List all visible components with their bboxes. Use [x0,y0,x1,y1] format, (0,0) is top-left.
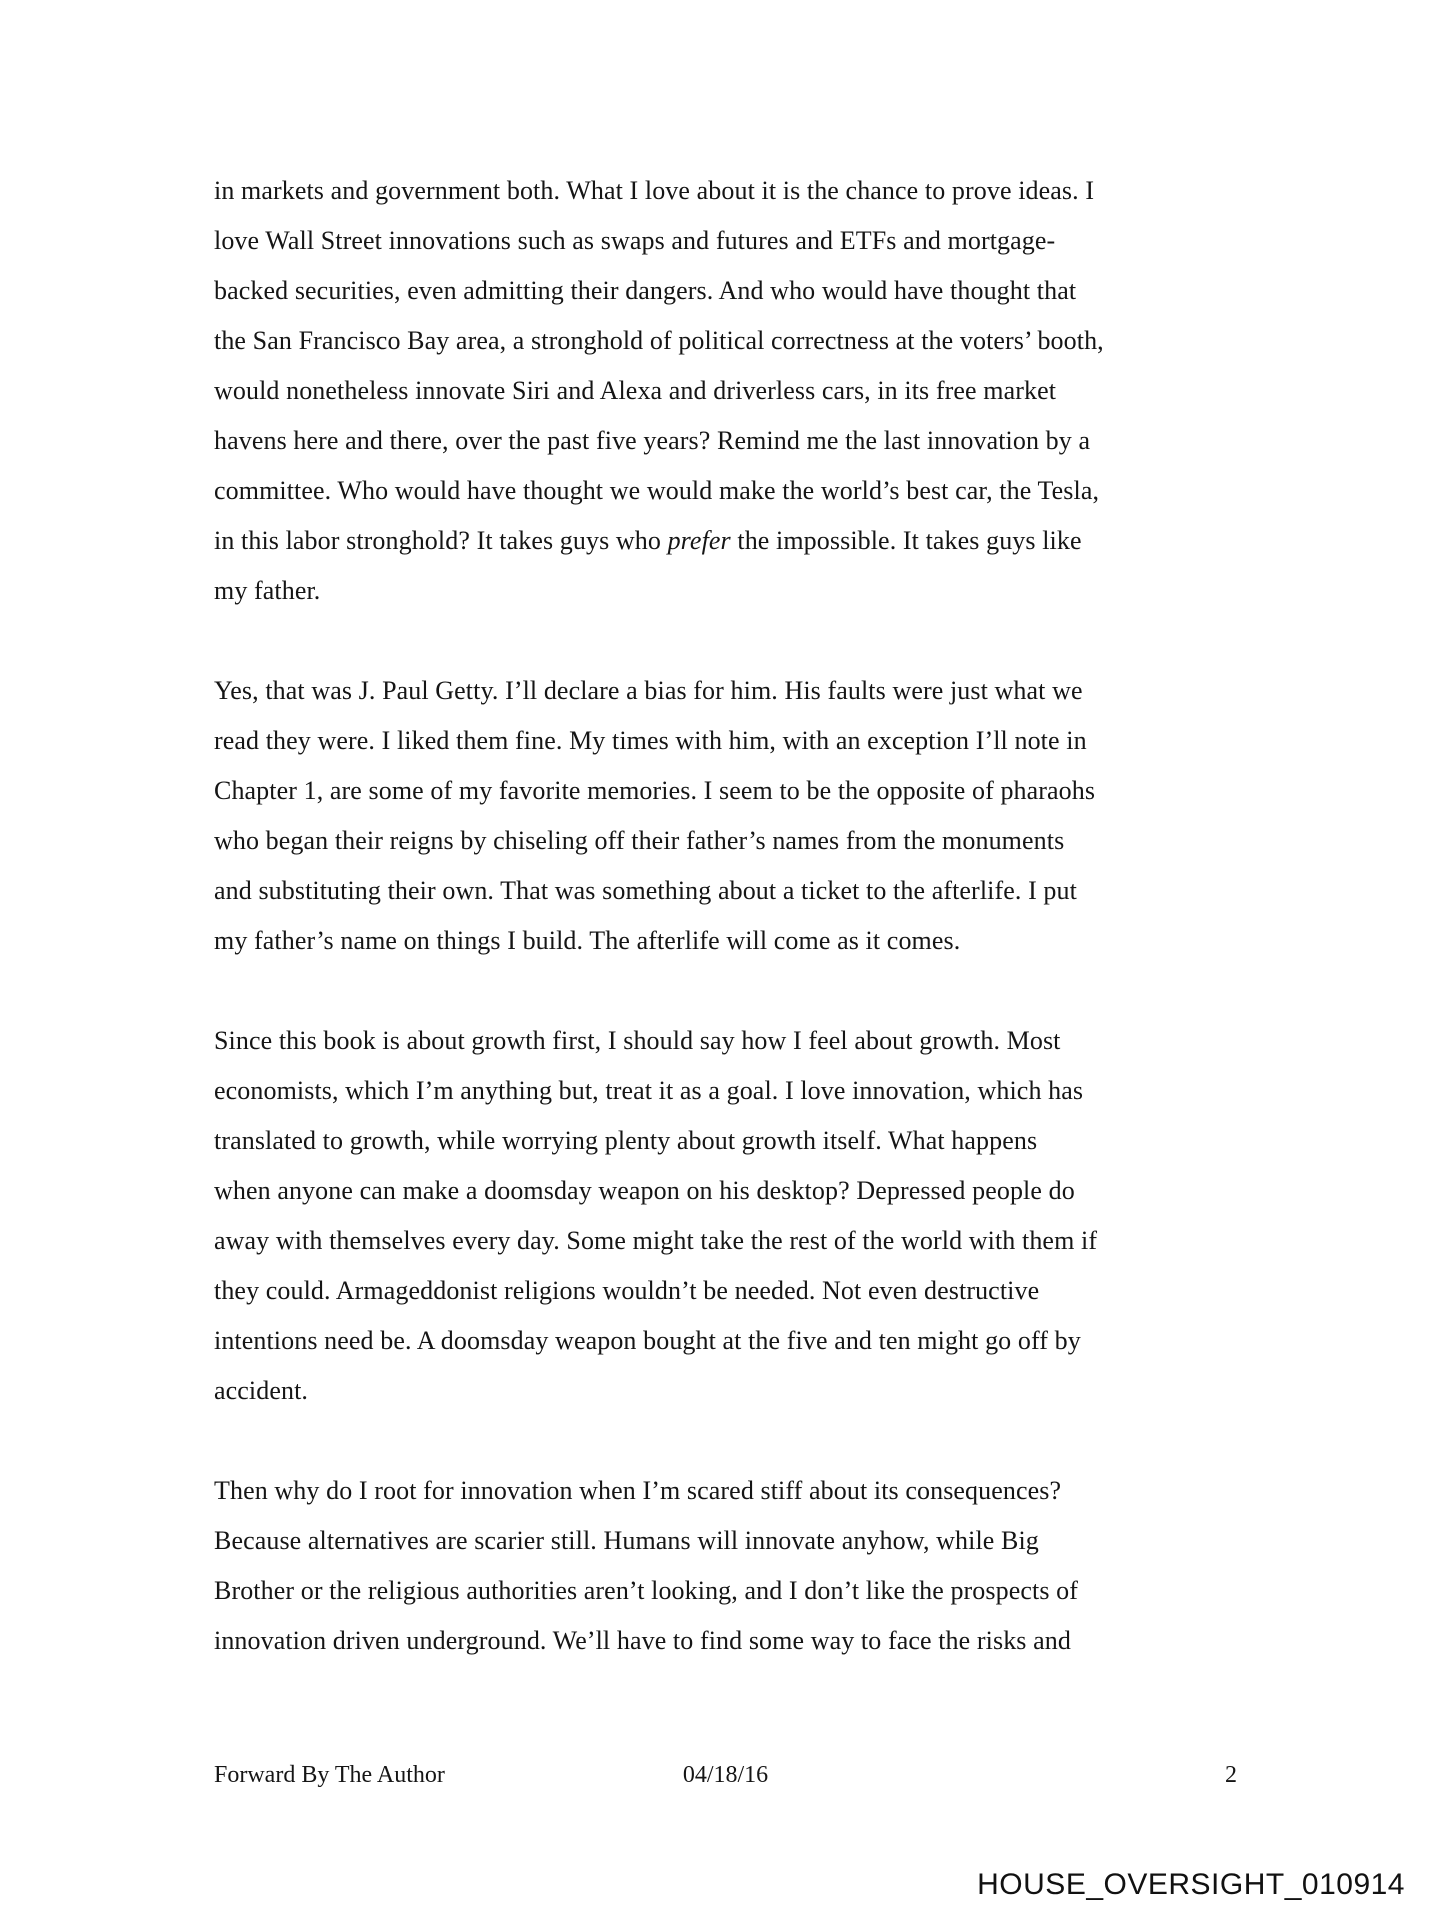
text-segment: Yes, that was J. Paul Getty. I’ll declare a bias for him. His faults were just what we [214,676,1083,705]
text-line [214,416,1254,466]
text-line [214,866,1254,916]
text-segment: love Wall Street innovations such as swaps and futures and ETFs and mortgage- [214,226,1056,255]
text-segment: away with themselves every day. Some might take the rest of the world with them if [214,1226,1098,1255]
text-line [214,316,1254,366]
text-line [214,1616,1254,1666]
paragraph [214,1466,1254,1666]
text-line [214,766,1254,816]
text-segment: in markets and government both. What I love about it is the chance to prove ideas. I [214,176,1095,205]
paragraph [214,1016,1254,1416]
text-line [214,916,1254,966]
text-segment: committee. Who would have thought we would make the world’s best car, the Tesla, [214,476,1100,505]
footer-date: 04/18/16 [682,1762,769,1788]
text-segment: in this labor stronghold? It takes guys who [214,526,668,555]
text-line [214,1066,1254,1116]
text-line [214,1466,1254,1516]
text-line [214,1316,1254,1366]
text-line [214,566,1254,616]
text-segment: and substituting their own. That was something about a ticket to the afterlife. I put [214,876,1077,905]
text-segment: Since this book is about growth first, I should say how I feel about growth. Most [214,1026,1061,1055]
text-segment: Chapter 1, are some of my favorite memories. I seem to be the opposite of pharaohs [214,776,1096,805]
text-segment: they could. Armageddonist religions wouldn’t be needed. Not even destructive [214,1276,1040,1305]
text-segment: translated to growth, while worrying plenty about growth itself. What happens [214,1126,1038,1155]
text-line [214,1016,1254,1066]
text-line [214,366,1254,416]
text-line [214,516,1254,566]
text-line [214,716,1254,766]
text-line [214,1516,1254,1566]
text-line [214,1266,1254,1316]
text-segment: havens here and there, over the past five years? Remind me the last innovation by a [214,426,1091,455]
text-line [214,816,1254,866]
text-segment: my father’s name on things I build. The afterlife will come as it comes. [214,926,961,955]
text-line [214,1366,1254,1416]
text-line [214,166,1254,216]
text-segment: economists, which I’m anything but, treat it as a goal. I love innovation, which has [214,1076,1084,1105]
text-segment: prefer [667,526,731,555]
bates-stamp: HOUSE_OVERSIGHT_010914 [977,1868,1405,1901]
footer-page-number: 2 [1225,1762,1237,1788]
text-segment: the impossible. It takes guys like [730,526,1082,555]
text-segment: when anyone can make a doomsday weapon on his desktop? Depressed people do [214,1176,1075,1205]
text-segment: innovation driven underground. We’ll have to find some way to face the risks and [214,1626,1071,1655]
text-line [214,666,1254,716]
text-segment: would nonetheless innovate Siri and Alexa and driverless cars, in its free market [214,376,1057,405]
text-segment: read they were. I liked them fine. My times with him, with an exception I’ll note in [214,726,1087,755]
text-line [214,1566,1254,1616]
text-segment: accident. [214,1376,309,1405]
paragraph [214,166,1254,616]
text-line [214,1166,1254,1216]
text-segment: my father. [214,576,321,605]
document-body [214,166,1254,1716]
text-segment: Because alternatives are scarier still. Humans will innovate anyhow, while Big [214,1526,1039,1555]
text-line [214,1116,1254,1166]
page-footer [214,1760,1237,1790]
text-line [214,216,1254,266]
footer-section-title: Forward By The Author [214,1762,445,1788]
text-line [214,1216,1254,1266]
paragraph [214,666,1254,966]
text-line [214,466,1254,516]
text-segment: intentions need be. A doomsday weapon bought at the five and ten might go off by [214,1326,1081,1355]
text-segment: the San Francisco Bay area, a stronghold of political correctness at the voters’ booth, [214,326,1104,355]
text-line [214,266,1254,316]
text-segment: who began their reigns by chiseling off their father’s names from the monuments [214,826,1065,855]
text-segment: Then why do I root for innovation when I’m scared stiff about its consequences? [214,1476,1062,1505]
text-segment: Brother or the religious authorities aren’t looking, and I don’t like the prospects of [214,1576,1078,1605]
text-segment: backed securities, even admitting their dangers. And who would have thought that [214,276,1077,305]
